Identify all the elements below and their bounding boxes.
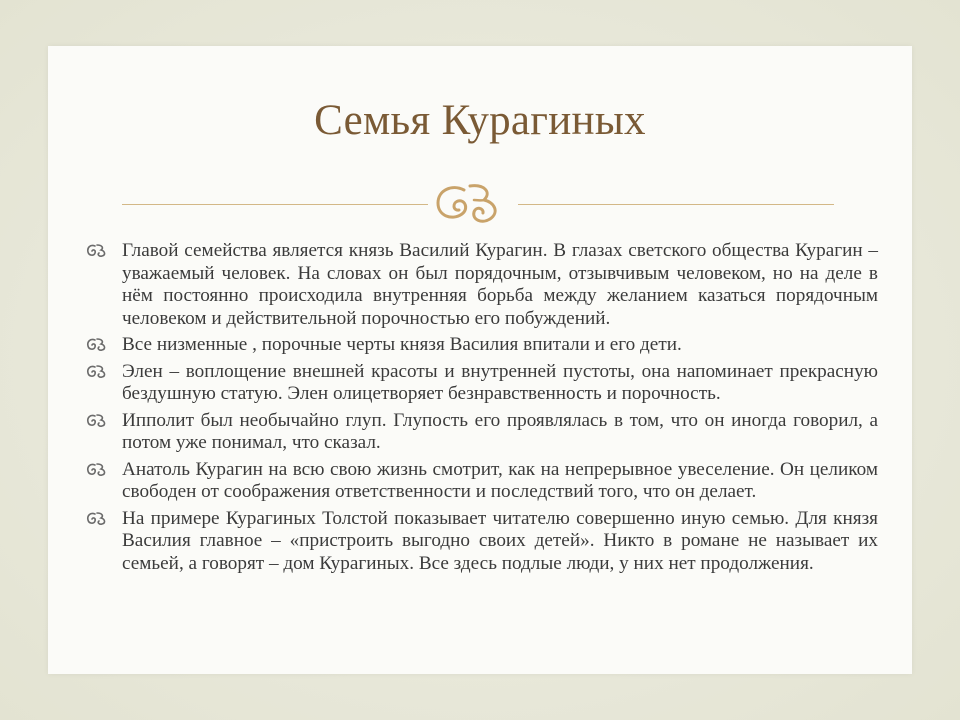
list-item	[86, 334, 878, 357]
list-item	[86, 240, 878, 330]
slide-panel	[48, 46, 912, 674]
slide-title: Семья Курагиных	[314, 97, 646, 144]
flourish-bullet-icon	[86, 364, 110, 380]
bullet-text: Анатоль Курагин на всю свою жизнь смотрит, как на непрерывное увеселение. Он целиком свободен от соображения ответственности и последствий того, что он делает.	[122, 458, 878, 502]
list-item	[86, 459, 878, 504]
bullet-text: На примере Курагиных Толстой показывает читателю совершенно иную семью. Для князя Василия главное – «пристроить выгодно своих детей». Никто в романе не называет их семьей, а говорят – дом Курагиных. Все здесь подлые люди, у них нет продолжения.	[122, 507, 878, 574]
bullet-text: Главой семейства является князь Василий Курагин. В глазах светского общества Курагин – уважаемый человек. На словах он был порядочным, отзывчивым человеком, но на деле в нём постоянно происходила внутренняя борьба между желанием казаться порядочным человеком и действительной порочностью его побуждений.	[122, 240, 878, 329]
flourish-bullet-icon	[86, 413, 110, 429]
bullet-list	[86, 240, 878, 579]
bullet-text: Ипполит был необычайно глуп. Глупость его проявлялась в том, что он иногда говорил, а потом уже понимал, что сказал.	[122, 409, 878, 453]
flourish-bullet-icon	[86, 462, 110, 478]
list-item	[86, 508, 878, 576]
list-item	[86, 361, 878, 406]
flourish-bullet-icon	[86, 511, 110, 527]
bullet-text: Элен – воплощение внешней красоты и внутренней пустоты, она напоминает прекрасную бездушную статую. Элен олицетворяет безнравственность и порочность.	[122, 360, 878, 404]
scroll-ornament-icon	[418, 174, 528, 230]
flourish-bullet-icon	[86, 337, 110, 353]
flourish-bullet-icon	[86, 243, 110, 259]
list-item	[86, 410, 878, 455]
bullet-text: Все низменные , порочные черты князя Василия впитали и его дети.	[122, 334, 682, 355]
